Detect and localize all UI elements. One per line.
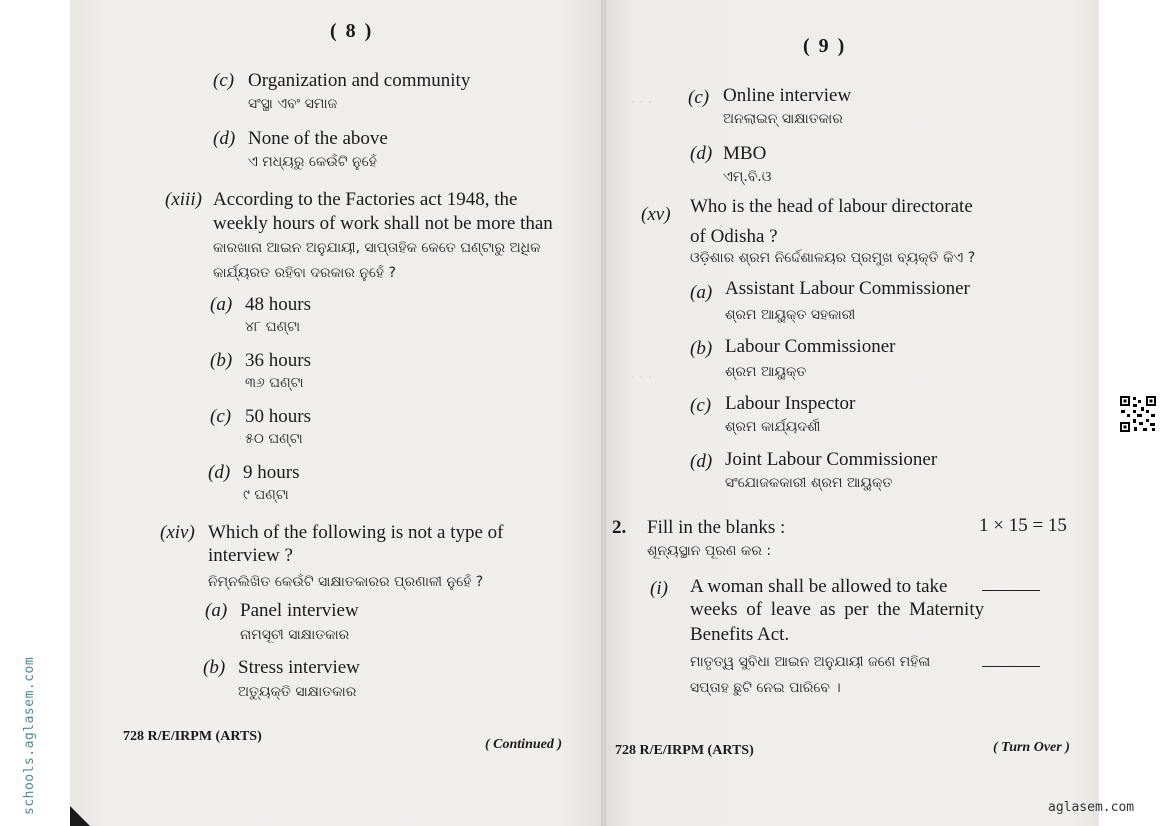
question-text: of Odisha ?: [690, 226, 778, 247]
question-number: 2.: [612, 517, 627, 538]
question-number: (xiii): [165, 189, 202, 210]
option-text: Online interview: [723, 85, 852, 106]
option-text: Labour Inspector: [725, 393, 856, 414]
watermark-bottom: aglasem.com: [1048, 800, 1135, 815]
option-text: MBO: [723, 143, 767, 164]
page-corner: [70, 806, 90, 826]
option-text-odia: ୫୦ ଘଣ୍ଟା: [245, 431, 303, 447]
option-text-odia: ୩୬ ଘଣ୍ଟା: [245, 375, 304, 391]
option-label: (a): [690, 282, 713, 303]
option-text-odia: ଅନଲାଇନ୍ ସାକ୍ଷାତକାର: [723, 111, 843, 127]
footer-note: ( Turn Over ): [993, 740, 1070, 755]
option-text: Stress interview: [238, 657, 360, 678]
option-text-odia: ଶ୍ରମ ଆୟୁକ୍ତ: [725, 364, 807, 380]
option-text-odia: ଶ୍ରମ ଆୟୁକ୍ତ ସହକାରୀ: [725, 307, 856, 323]
left-page: [70, 0, 603, 826]
page-gutter: [601, 0, 606, 826]
option-text: 48 hours: [245, 294, 311, 315]
question-text-odia: ମାତୃତ୍ୱ ସୁବିଧା ଆଇନ ଅନୁଯାୟୀ ଜଣେ ମହିଳା: [690, 654, 931, 670]
marks-text: 1 × 15 = 15: [979, 515, 1067, 536]
question-text-odia: ସପ୍ତାହ ଛୁଟି ନେଇ ପାରିବେ ।: [690, 680, 841, 696]
option-label: (b): [690, 338, 713, 359]
option-label: (d): [690, 451, 713, 472]
option-label: (b): [210, 350, 233, 371]
option-text-odia: ସଂଯୋଜକକାରୀ ଶ୍ରମ ଆୟୁକ୍ତ: [725, 475, 893, 491]
section-title: Fill in the blanks :: [647, 517, 786, 538]
option-text-odia: ଏମ୍.ବି.ଓ: [723, 169, 772, 185]
question-text-odia: ଓଡ଼ିଶାର ଶ୍ରମ ନିର୍ଦ୍ଦେଶାଳୟର ପ୍ରମୁଖ ବ୍ୟକ୍ତି କିଏ ?: [690, 250, 976, 266]
option-text: Panel interview: [240, 600, 359, 621]
option-text-odia: ଶ୍ରମ କାର୍ଯ୍ୟଦର୍ଶୀ: [725, 419, 821, 435]
option-text: Organization and community: [248, 70, 471, 91]
question-number: (xiv): [160, 522, 195, 543]
option-text: 36 hours: [245, 350, 311, 371]
question-text-odia: କାରଖାନା ଆଇନ ଅନୁଯାୟୀ, ସାପ୍ତାହିକ କେତେ ଘଣ୍ଟାରୁ ଅଧିକ: [213, 240, 541, 256]
show-through-text: · · ·: [630, 370, 653, 386]
fill-blank: [982, 576, 1040, 591]
option-text-odia: ଅତ୍ୟୁକ୍ତି ସାକ୍ଷାତକାର: [238, 684, 357, 700]
option-text-odia: ୯ ଘଣ୍ଟା: [243, 487, 289, 503]
option-text-odia: ନାମସୂଚୀ ସାକ୍ଷାତକାର: [240, 627, 350, 643]
show-through-text: · · ·: [630, 95, 653, 111]
option-label: (d): [690, 143, 713, 164]
watermark-side: schools.aglasem.com: [22, 656, 37, 815]
option-label: (c): [213, 70, 235, 91]
question-text: Benefits Act.: [690, 624, 790, 645]
question-text: weeks of leave as per the Maternity: [690, 599, 985, 620]
option-text: Joint Labour Commissioner: [725, 449, 938, 470]
option-text: 9 hours: [243, 462, 300, 483]
question-text: Which of the following is not a type of: [208, 522, 504, 543]
option-label: (a): [210, 294, 233, 315]
footer-note: ( Continued ): [485, 737, 563, 752]
option-label: (c): [690, 395, 712, 416]
option-text-odia: ଏ ମଧ୍ୟରୁ କେଉଁଟି ନୁହେଁ: [248, 154, 377, 170]
fill-blank: [982, 652, 1040, 667]
option-label: (b): [203, 657, 226, 678]
question-text: Who is the head of labour directorate: [690, 196, 973, 217]
option-label: (c): [210, 406, 232, 427]
option-label: (c): [688, 87, 710, 108]
option-label: (a): [205, 600, 228, 621]
footer-code: 728 R/E/IRPM (ARTS): [123, 729, 262, 744]
question-text: According to the Factories act 1948, the: [213, 189, 518, 210]
option-label: (d): [213, 128, 236, 149]
footer-code: 728 R/E/IRPM (ARTS): [615, 743, 754, 758]
option-text: 50 hours: [245, 406, 311, 427]
option-text: Labour Commissioner: [725, 336, 896, 357]
section-title-odia: ଶୂନ୍ୟସ୍ଥାନ ପୂରଣ କର :: [647, 543, 772, 559]
question-text: interview ?: [208, 545, 293, 566]
question-text-odia: ନିମ୍ନଲିଖିତ କେଉଁଟି ସାକ୍ଷାତକାରର ପ୍ରଣାଳୀ ନୁହେଁ ?: [208, 574, 484, 590]
question-text: A woman shall be allowed to take: [690, 576, 948, 597]
option-text: None of the above: [248, 128, 388, 149]
question-number: (xv): [641, 204, 671, 225]
page-number-right: ( 9 ): [803, 35, 847, 57]
option-text-odia: ସଂସ୍ଥା ଏବଂ ସମାଜ: [248, 96, 338, 112]
option-text: Assistant Labour Commissioner: [725, 278, 970, 299]
question-number: (i): [650, 578, 668, 599]
qr-code-icon: [1119, 395, 1157, 433]
question-text: weekly hours of work shall not be more than: [213, 213, 553, 234]
question-text-odia: କାର୍ଯ୍ୟରତ ରହିବା ଦରକାର ନୁହେଁ ?: [213, 265, 396, 281]
option-text-odia: ୪୮ ଘଣ୍ଟା: [245, 319, 301, 335]
page-number-left: ( 8 ): [330, 20, 374, 42]
option-label: (d): [208, 462, 231, 483]
